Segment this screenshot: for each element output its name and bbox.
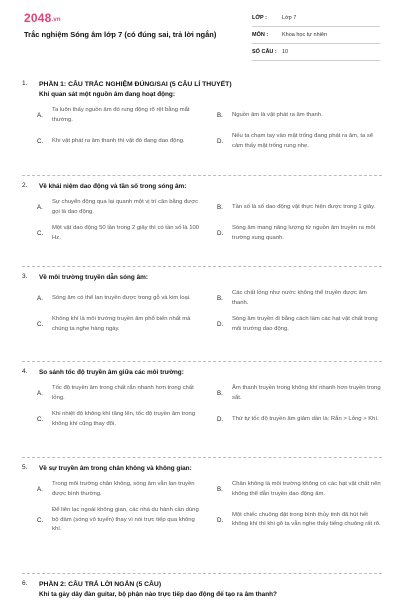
question-6 — [0, 580, 400, 600]
answer-option[interactable] — [37, 198, 207, 217]
logo-tld: .vn — [51, 17, 61, 23]
option-text: Sóng âm có thể lan truyền được trong gỗ và kim loại. — [52, 294, 191, 301]
option-text: Sóng âm truyền đi bằng cách làm các hạt vật chất trong môi trường dao động. — [232, 316, 378, 332]
meta-info-table — [252, 10, 380, 61]
option-text: Ta luôn thấy nguồn âm đó rung động rõ rệt bằng mắt thường. — [52, 107, 190, 123]
answer-option[interactable] — [37, 315, 207, 334]
option-letter: C. — [37, 416, 44, 423]
option-text: Chân không là môi trường không có các hạt vật chất nên không thể dẫn truyền dao động âm. — [232, 481, 381, 497]
option-text: Thứ tự tốc độ truyền âm giảm dần là: Rắn > Lỏng > Khí. — [232, 415, 379, 422]
meta-key: LỚP : — [252, 15, 267, 21]
answer-options — [0, 480, 400, 542]
question-number: 4. — [22, 368, 28, 375]
question-text: So sánh tốc độ truyền âm giữa các môi trường: — [39, 369, 184, 376]
meta-value: Lớp 7 — [282, 15, 297, 21]
option-text: Sóng âm mang năng lượng từ nguồn âm truyền ra môi trường xung quanh. — [232, 225, 376, 241]
question-texts — [39, 580, 382, 600]
meta-row-count — [252, 44, 380, 61]
answer-option[interactable] — [37, 289, 207, 308]
question-1 — [0, 80, 400, 158]
answer-option[interactable] — [217, 384, 387, 403]
option-letter: B. — [217, 204, 223, 211]
option-letter: A. — [37, 295, 43, 302]
option-letter: D. — [217, 321, 224, 328]
meta-row-grade — [252, 10, 380, 27]
answer-option[interactable] — [217, 480, 387, 499]
answer-option[interactable] — [217, 224, 387, 243]
question-3 — [0, 273, 400, 341]
question-text: Về môi trường truyền dẫn sóng âm: — [39, 274, 148, 281]
question-number: 3. — [22, 273, 28, 280]
question-text: Về sự truyền âm trong chân không và không gian: — [39, 465, 192, 472]
answer-option[interactable] — [37, 384, 207, 403]
option-letter: B. — [217, 390, 223, 397]
question-number: 5. — [22, 464, 28, 471]
option-text: Âm thanh truyền trong không khí nhanh hơn truyền trong sắt. — [232, 385, 381, 401]
answer-options — [0, 289, 400, 341]
meta-key: SỐ CÂU : — [252, 49, 277, 55]
answer-option[interactable] — [37, 224, 207, 243]
question-header — [0, 580, 400, 600]
question-divider — [22, 573, 382, 574]
option-letter: B. — [217, 295, 223, 302]
option-letter: D. — [217, 416, 224, 423]
option-text: Một chiếc chuông đặt trong bình thủy tinh đã hút hết không khí thì khi gõ ta vẫn nghe thấy tiếng chuông rất rõ. — [232, 511, 381, 528]
option-text: Để liên lạc ngoài không gian, các nhà du hành cần dùng bộ đàm (sóng vô tuyến) thay vì nói trực tiếp qua không khí. — [52, 507, 199, 532]
question-header — [0, 464, 400, 474]
question-text: Khi ta gảy dây đàn guitar, bộ phận nào trực tiếp dao động để tạo ra âm thanh? — [39, 591, 277, 598]
question-5 — [0, 464, 400, 542]
question-header — [0, 80, 400, 100]
question-2 — [0, 182, 400, 250]
answer-options — [0, 106, 400, 158]
option-letter: D. — [217, 230, 224, 237]
question-divider — [22, 361, 382, 362]
answer-option[interactable] — [217, 106, 387, 125]
question-text: Về khái niệm dao động và tần số trong sóng âm: — [39, 183, 187, 190]
option-letter: D. — [217, 516, 224, 524]
question-number: 1. — [22, 80, 28, 87]
question-texts — [39, 182, 382, 192]
answer-option[interactable] — [217, 289, 387, 308]
document-title: Trắc nghiệm Sóng âm lớp 7 (có đúng sai, trả lời ngắn) — [24, 30, 217, 39]
answer-option[interactable] — [37, 480, 207, 499]
answer-option[interactable] — [37, 410, 207, 429]
question-texts — [39, 273, 382, 283]
option-letter: A. — [37, 112, 43, 119]
option-letter: C. — [37, 230, 44, 237]
option-letter: C. — [37, 138, 44, 145]
question-header — [0, 273, 400, 283]
option-letter: B. — [217, 112, 223, 119]
question-4 — [0, 368, 400, 436]
option-text: Tần số là số dao động vật thực hiện được trong 1 giây. — [232, 203, 376, 210]
option-text: Nếu ta chạm tay vào mặt trống đang phát ra âm, ta sẽ cảm thấy mặt trống rung nhẹ. — [232, 133, 374, 149]
answer-option[interactable] — [217, 315, 387, 334]
option-text: Trong môi trường chân không, sóng âm vẫn lan truyền được bình thường. — [52, 481, 195, 497]
section-heading: PHẦN 1: CÂU TRẮC NGHIỆM ĐÚNG/SAI (5 CÂU LÍ THUYẾT) — [39, 81, 232, 88]
option-text: Các chất lỏng như nước không thể truyền được âm thanh. — [232, 290, 367, 306]
answer-option[interactable] — [217, 198, 387, 217]
question-number: 6. — [22, 580, 28, 587]
question-header — [0, 182, 400, 192]
option-letter: A. — [37, 486, 43, 493]
meta-key: MÔN : — [252, 32, 269, 38]
option-text: Khi vật phát ra âm thanh thì vật đó đang dao động. — [52, 137, 185, 144]
option-text: Nguồn âm là vật phát ra âm thanh. — [232, 111, 323, 118]
option-letter: A. — [37, 204, 43, 211]
question-text: Khi quan sát một nguồn âm đang hoạt động: — [39, 91, 175, 98]
question-divider — [22, 457, 382, 458]
option-letter: C. — [37, 321, 44, 328]
answer-option[interactable] — [37, 506, 207, 535]
question-divider — [22, 266, 382, 267]
option-text: Tốc độ truyền âm trong chất rắn nhanh hơn trong chất lỏng. — [52, 385, 194, 401]
question-texts — [39, 464, 382, 474]
site-logo[interactable] — [24, 11, 61, 25]
section-heading: PHẦN 2: CÂU TRẢ LỜI NGẮN (5 CÂU) — [39, 581, 162, 588]
meta-value: Khoa học tự nhiên — [282, 32, 327, 38]
question-number: 2. — [22, 182, 28, 189]
answer-option[interactable] — [217, 410, 387, 429]
answer-option[interactable] — [37, 132, 207, 151]
answer-option[interactable] — [217, 506, 387, 535]
question-divider — [22, 175, 382, 176]
option-text: Một vật dao động 50 lần trong 2 giây thì có tần số là 100 Hz. — [52, 225, 200, 241]
option-text: Khi nhiệt độ không khí tăng lên, tốc độ truyền âm trong không khí cũng thay đổi. — [52, 411, 196, 427]
meta-row-subject — [252, 27, 380, 44]
answer-option[interactable] — [217, 132, 387, 151]
meta-value: 10 — [282, 49, 289, 55]
answer-options — [0, 384, 400, 436]
question-header — [0, 368, 400, 378]
option-letter: C. — [37, 516, 44, 524]
option-letter: B. — [217, 486, 223, 493]
option-text: Không khí là môi trường truyền âm phổ biến nhất mà chúng ta nghe hàng ngày. — [52, 316, 191, 332]
option-text: Sự chuyển động qua lại quanh một vị trí cân bằng được gọi là dao động. — [52, 199, 199, 215]
answer-option[interactable] — [37, 106, 207, 125]
question-texts — [39, 80, 382, 100]
document-header — [0, 0, 400, 70]
option-letter: D. — [217, 138, 224, 145]
answer-options — [0, 198, 400, 250]
logo-main: 2048 — [24, 11, 52, 25]
option-letter: A. — [37, 390, 43, 397]
question-texts — [39, 368, 382, 378]
